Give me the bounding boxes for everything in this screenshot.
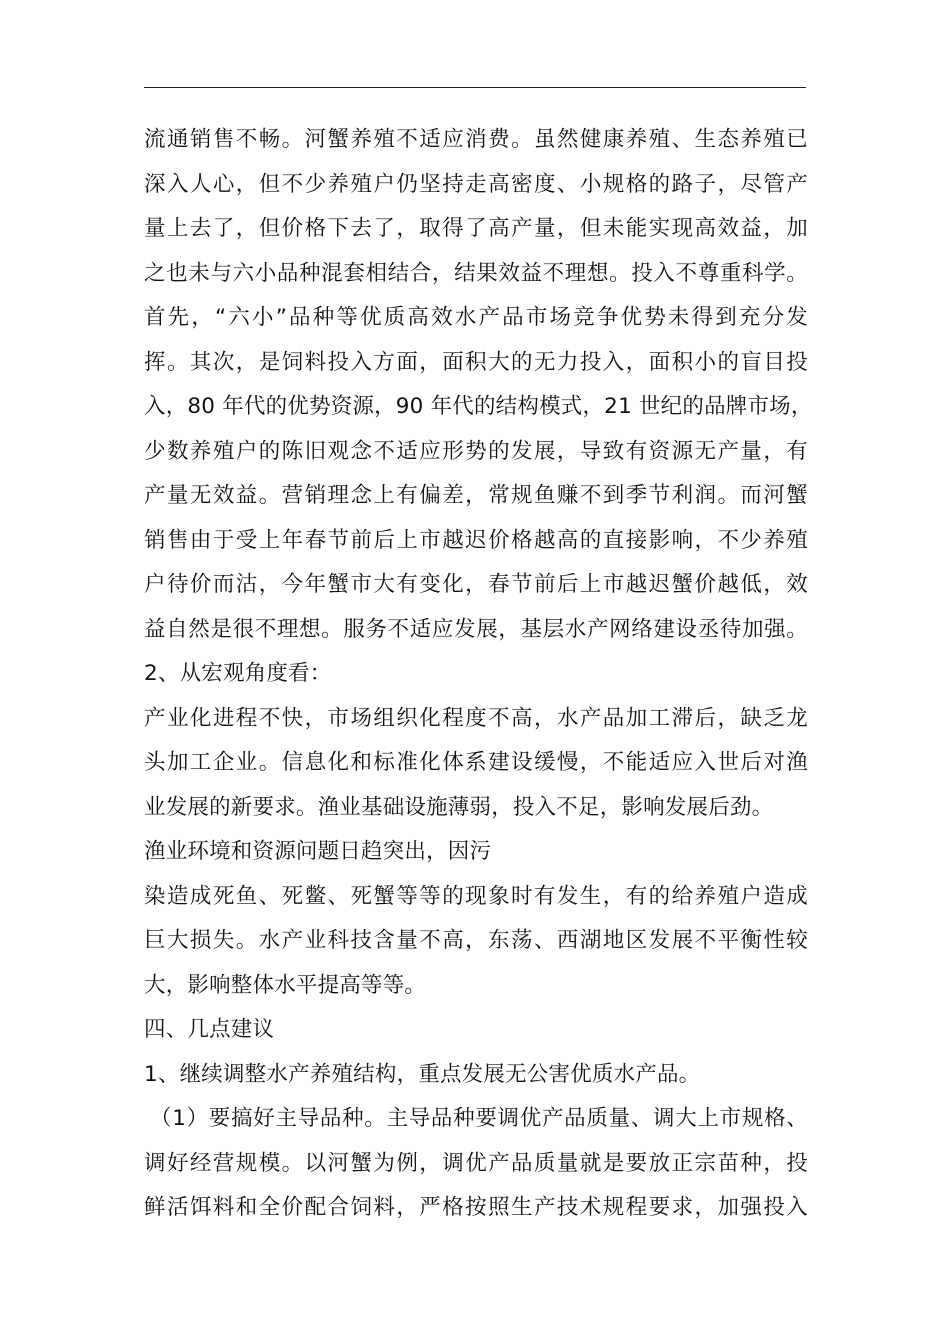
text-line: 首先，“六小”品种等优质高效水产品市场竞争优势未得到充分发 <box>144 305 808 330</box>
header-rule <box>144 87 806 88</box>
text-line: 户待价而沽，今年蟹市大有变化，春节前后上市越迟蟹价越低，效 <box>144 572 808 597</box>
text-line: 益自然是很不理想。服务不适应发展，基层水产网络建设丞待加强。 <box>144 616 808 642</box>
text-line: （1）要搞好主导品种。主导品种要调优产品质量、调大上市规格、 <box>150 1106 808 1131</box>
text-line: 渔业环境和资源问题日趋突出，因污 <box>144 839 492 864</box>
text-line: 头加工企业。信息化和标准化体系建设缓慢，不能适应入世后对渔 <box>144 750 808 775</box>
text-line: 深入人心，但不少养殖户仍坚持走高密度、小规格的路子，尽管产 <box>144 171 808 197</box>
text-line: 入，80 年代的优势资源，90 年代的结构模式，21 世纪的品牌市场， <box>144 394 813 419</box>
text-line: 巨大损失。水产业科技含量不高，东荡、西湖地区发展不平衡性较 <box>144 928 808 953</box>
text-line: 产量无效益。营销理念上有偏差，常规鱼赚不到季节利润。而河蟹 <box>144 483 808 508</box>
text-line: 流通销售不畅。河蟹养殖不适应消费。虽然健康养殖、生态养殖已 <box>144 127 808 152</box>
text-line: 调好经营规模。以河蟹为例，调优产品质量就是要放正宗苗种，投 <box>144 1150 808 1176</box>
text-line: 四、几点建议 <box>144 1017 275 1042</box>
text-line: 产业化进程不快，市场组织化程度不高，水产品加工滞后，缺乏龙 <box>144 705 808 731</box>
text-line: 业发展的新要求。渔业基础设施薄弱，投入不足，影响发展后劲。 <box>144 794 774 820</box>
text-line: 2、从宏观角度看： <box>144 661 332 686</box>
text-line: 之也未与六小品种混套相结合，结果效益不理想。投入不尊重科学。 <box>144 260 808 286</box>
text-line: 鲜活饵料和全价配合饲料，严格按照生产技术规程要求，加强投入 <box>144 1195 808 1220</box>
text-line: 染造成死鱼、死鳖、死蟹等等的现象时有发生，有的给养殖户造成 <box>144 883 808 909</box>
text-line: 1、继续调整水产养殖结构，重点发展无公害优质水产品。 <box>144 1061 701 1087</box>
text-line: 少数养殖户的陈旧观念不适应形势的发展，导致有资源无产量，有 <box>144 438 808 464</box>
text-line: 大，影响整体水平提高等等。 <box>144 972 427 998</box>
text-line: 销售由于受上年春节前后上市越迟价格越高的直接影响，不少养殖 <box>144 527 808 553</box>
body-text <box>144 118 813 1231</box>
text-line: 挥。其次，是饲料投入方面，面积大的无力投入，面积小的盲目投 <box>144 349 808 375</box>
text-line: 量上去了，但价格下去了，取得了高产量，但未能实现高效益，加 <box>144 216 808 241</box>
